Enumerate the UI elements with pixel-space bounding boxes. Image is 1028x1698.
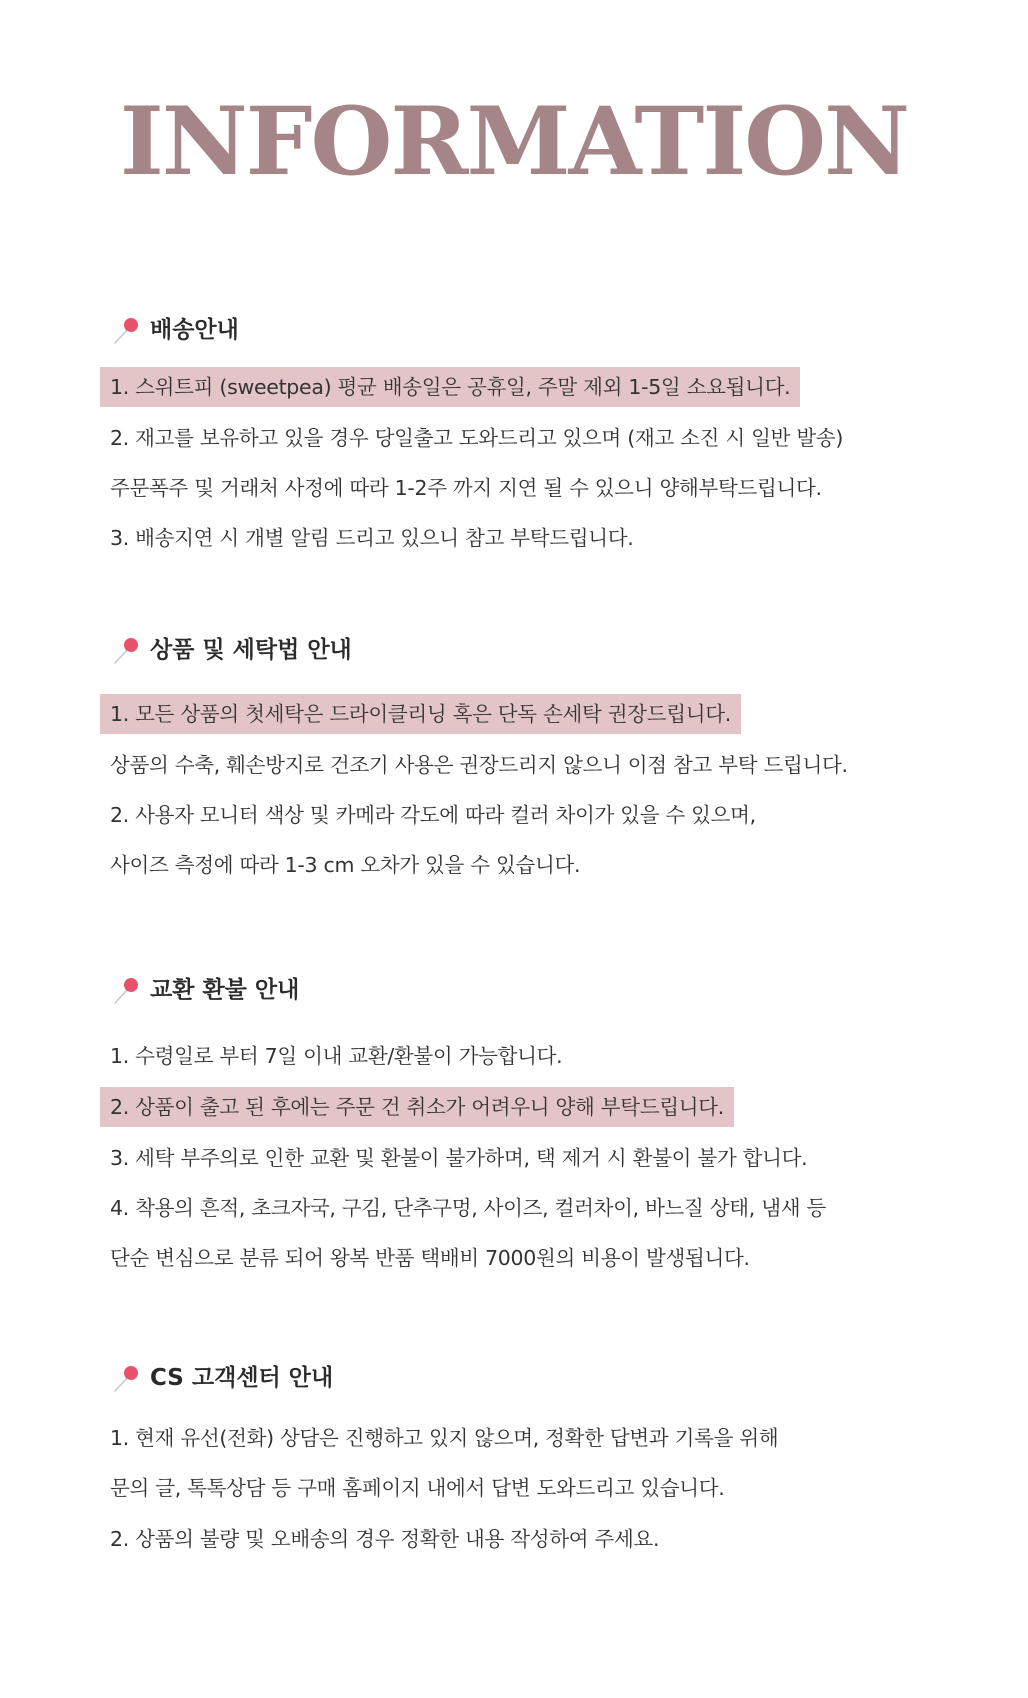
info-line: 문의 글, 톡톡상담 등 구매 홈페이지 내에서 답변 도와드리고 있습니다. (110, 1476, 725, 1500)
info-line: 단순 변심으로 분류 되어 왕복 반품 택배비 7000원의 비용이 발생됩니다. (110, 1246, 750, 1270)
info-line: 사이즈 측정에 따라 1-3 cm 오차가 있을 수 있습니다. (110, 853, 581, 877)
info-line: 3. 배송지연 시 개별 알림 드리고 있으니 참고 부탁드립니다. (110, 526, 634, 550)
section-title: 상품 및 세탁법 안내 (150, 637, 352, 663)
section-header (112, 310, 239, 350)
section-title: 배송안내 (150, 317, 239, 343)
info-line: 3. 세탁 부주의로 인한 교환 및 환불이 불가하며, 택 제거 시 환불이 불가 합니다. (110, 1146, 808, 1170)
section-title: 교환 환불 안내 (150, 977, 300, 1003)
info-line: 4. 착용의 흔적, 초크자국, 구김, 단추구멍, 사이즈, 컬러차이, 바느질 상태, 냄새 등 (110, 1196, 826, 1220)
info-line: 1. 현재 유선(전화) 상담은 진행하고 있지 않으며, 정확한 답변과 기록을 위해 (110, 1426, 779, 1450)
info-line: 1. 모든 상품의 첫세탁은 드라이클리닝 혹은 단독 손세탁 권장드립니다. (100, 694, 741, 734)
info-line: 1. 스위트피 (sweetpea) 평균 배송일은 공휴일, 주말 제외 1-5일 소요됩니다. (100, 367, 800, 407)
info-line: 2. 상품의 불량 및 오배송의 경우 정확한 내용 작성하여 주세요. (110, 1527, 660, 1551)
info-line: 2. 사용자 모니터 색상 및 카메라 각도에 따라 컬러 차이가 있을 수 있으며, (110, 803, 756, 827)
pin-icon (112, 315, 142, 345)
info-line: 2. 재고를 보유하고 있을 경우 당일출고 도와드리고 있으며 (재고 소진 시 일반 발송) (110, 426, 844, 450)
info-line: 2. 상품이 출고 된 후에는 주문 건 취소가 어려우니 양해 부탁드립니다. (100, 1087, 734, 1127)
page-title: INFORMATION (119, 87, 909, 197)
section-header (112, 630, 352, 670)
pin-icon (112, 635, 142, 665)
pin-icon (112, 975, 142, 1005)
section-header (112, 970, 299, 1010)
section-header (112, 1358, 333, 1398)
info-line: 1. 수령일로 부터 7일 이내 교환/환불이 가능합니다. (110, 1044, 563, 1068)
info-line: 주문폭주 및 거래처 사정에 따라 1-2주 까지 지연 될 수 있으니 양해부탁드립니다. (110, 476, 822, 500)
pin-icon (112, 1363, 142, 1393)
section-title: CS 고객센터 안내 (150, 1365, 334, 1391)
info-line: 상품의 수축, 훼손방지로 건조기 사용은 권장드리지 않으니 이점 참고 부탁 드립니다. (110, 753, 848, 777)
